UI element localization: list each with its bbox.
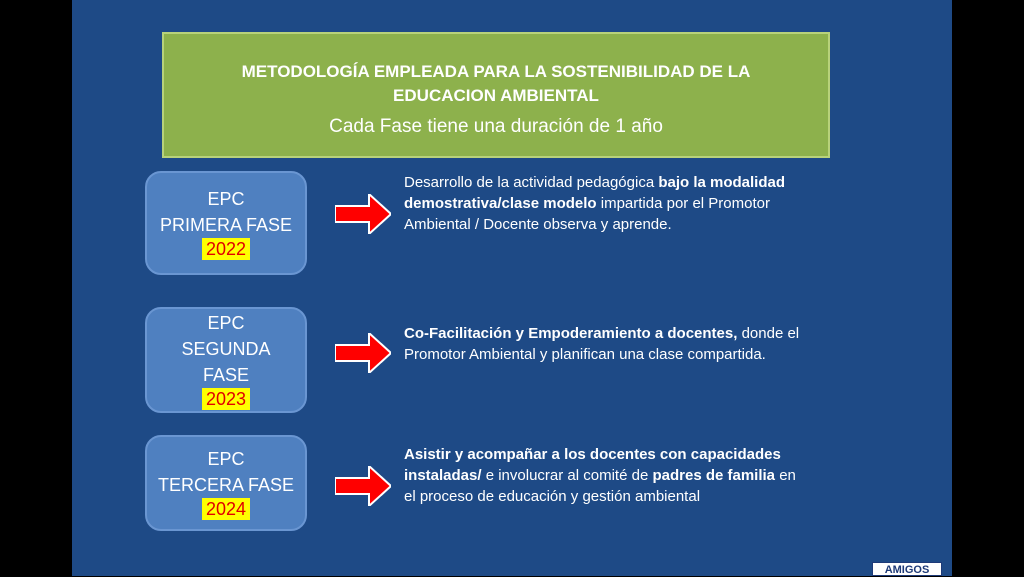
- phase-year: 2024: [202, 498, 250, 520]
- desc-bold-text: Co-Facilitación y Empoderamiento a docentes,: [404, 325, 738, 342]
- right-arrow-icon: [335, 194, 391, 234]
- slide-title: METODOLOGÍA EMPLEADA PARA LA SOSTENIBILIDAD DE LA EDUCACION AMBIENTAL: [241, 62, 751, 105]
- phase-label: EPC: [207, 449, 245, 469]
- desc-text: en el proceso de educación y gestión ambiental: [404, 467, 796, 505]
- slide-header: [162, 32, 830, 158]
- phase-box-tercera: [145, 435, 307, 531]
- slide-subtitle: Cada Fase tiene una duración de 1 año: [329, 116, 663, 137]
- desc-text: Desarrollo de la actividad pedagógica: [404, 174, 659, 191]
- slide: [72, 0, 952, 576]
- right-arrow-icon: [335, 466, 391, 506]
- phase-year: 2022: [202, 238, 250, 260]
- phase-name: SEGUNDA FASE: [181, 339, 271, 385]
- phase-description-primera: [404, 172, 804, 235]
- phase-name: TERCERA FASE: [157, 475, 295, 495]
- desc-bold-text: padres de familia: [652, 467, 776, 484]
- phase-description-tercera: [404, 444, 804, 507]
- desc-text: e involucrar al comité de: [481, 467, 653, 484]
- phase-box-primera: [145, 171, 307, 275]
- desc-text: donde el Promotor Ambiental y planifican una clase compartida.: [404, 325, 800, 363]
- desc-bold-text: Asistir y acompañar a los docentes con capacidades instaladas/: [404, 446, 781, 484]
- right-arrow-icon: [335, 333, 391, 373]
- phase-name: PRIMERA FASE: [159, 215, 293, 235]
- desc-text: impartida por el Promotor Ambiental / Docente observa y aprende.: [404, 195, 770, 233]
- amigos-logo: AMIGOS: [872, 562, 942, 576]
- phase-label: EPC: [207, 189, 245, 209]
- phase-description-segunda: [404, 323, 804, 365]
- phase-box-segunda: [145, 307, 307, 413]
- phase-year: 2023: [202, 388, 250, 410]
- desc-bold-text: bajo la modalidad demostrativa/clase modelo: [404, 174, 786, 212]
- phase-label: EPC: [207, 313, 245, 333]
